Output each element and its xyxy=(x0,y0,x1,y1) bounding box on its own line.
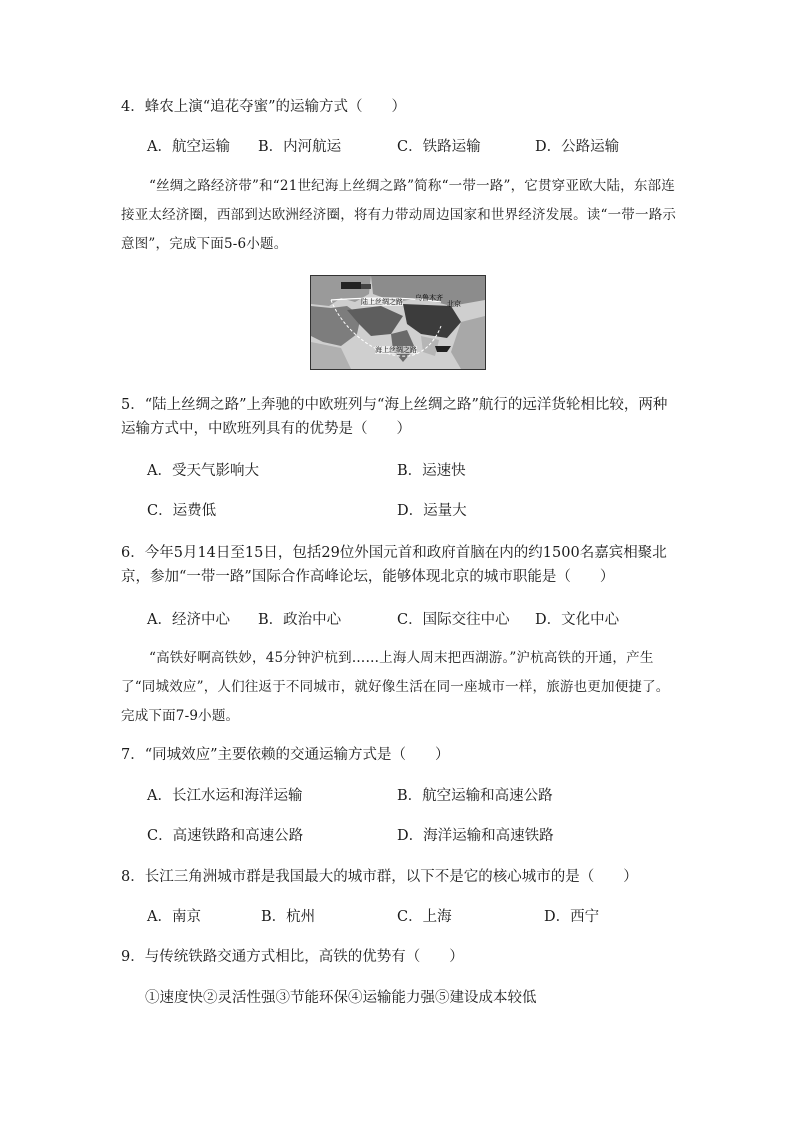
map-image xyxy=(311,276,485,369)
q6-option-b[interactable]: B．政治中心 xyxy=(258,612,342,628)
belt-and-road-map xyxy=(310,275,486,370)
question-8-stem: 8．长江三角洲城市群是我国最大的城市群，以下不是它的核心城市的是（ ） xyxy=(121,869,638,885)
q6-option-d[interactable]: D．文化中心 xyxy=(535,612,620,628)
map-label-sea-route: 海上丝绸之路 xyxy=(375,346,417,354)
q5-option-c[interactable]: C．运费低 xyxy=(147,503,217,519)
q9-statements: ①速度快②灵活性强③节能环保④运输能力强⑤建设成本较低 xyxy=(145,990,537,1006)
q7-option-b[interactable]: B．航空运输和高速公路 xyxy=(397,788,553,804)
q4-option-b[interactable]: B．内河航运 xyxy=(258,139,342,155)
q4-option-c[interactable]: C．铁路运输 xyxy=(397,139,481,155)
question-5-stem: 5．“陆上丝绸之路”上奔驰的中欧班列与“海上丝绸之路”航行的远洋货轮相比较，两种运输方式中，中欧班列具有的优势是（ ） xyxy=(121,397,668,437)
q5-option-a[interactable]: A．受天气影响大 xyxy=(147,463,259,479)
map-label-urumqi: 乌鲁木齐 xyxy=(415,294,443,302)
q8-option-d[interactable]: D．西宁 xyxy=(544,909,600,925)
q7-option-d[interactable]: D．海洋运输和高速铁路 xyxy=(397,828,554,844)
q4-option-d[interactable]: D．公路运输 xyxy=(535,139,620,155)
question-9-stem: 9．与传统铁路交通方式相比，高铁的优势有（ ） xyxy=(121,949,464,965)
q8-option-b[interactable]: B．杭州 xyxy=(261,909,316,925)
passage-belt-and-road: “丝绸之路经济带”和“21世纪海上丝绸之路”简称“一带一路”，它贯穿亚欧大陆，东部连接亚太经济圈，西部到达欧洲经济圈，将有力带动周边国家和世界经济发展。读“一带一路示意图”，完成下面5-6小题。 xyxy=(121,178,677,252)
q7-option-a[interactable]: A．长江水运和海洋运输 xyxy=(147,788,303,804)
q8-option-a[interactable]: A．南京 xyxy=(147,909,201,925)
q5-option-d[interactable]: D．运量大 xyxy=(397,503,467,519)
map-label-land-route: 陆上丝绸之路 xyxy=(361,298,403,306)
map-label-beijing: 北京 xyxy=(447,300,461,308)
q5-option-b[interactable]: B．运速快 xyxy=(397,463,466,479)
question-4-stem: 4．蜂农上演“追花夺蜜”的运输方式（ ） xyxy=(121,99,407,115)
q6-option-a[interactable]: A．经济中心 xyxy=(147,612,230,628)
passage-high-speed-rail: “高铁好啊高铁妙，45分钟沪杭到……上海人周末把西湖游。”沪杭高铁的开通，产生了“同城效应”，人们往返于不同城市，就好像生活在同一座城市一样，旅游也更加便捷了。完成下面7-9小题。 xyxy=(121,650,670,724)
q6-option-c[interactable]: C．国际交往中心 xyxy=(397,612,510,628)
q7-option-c[interactable]: C．高速铁路和高速公路 xyxy=(147,828,304,844)
q4-option-a[interactable]: A．航空运输 xyxy=(147,139,230,155)
question-7-stem: 7．“同城效应”主要依赖的交通运输方式是（ ） xyxy=(121,747,450,763)
q8-option-c[interactable]: C．上海 xyxy=(397,909,452,925)
question-6-stem: 6．今年5月14日至15日，包括29位外国元首和政府首脑在内的约1500名嘉宾相聚北京，参加“一带一路”国际合作高峰论坛，能够体现北京的城市职能是（ ） xyxy=(121,545,667,585)
